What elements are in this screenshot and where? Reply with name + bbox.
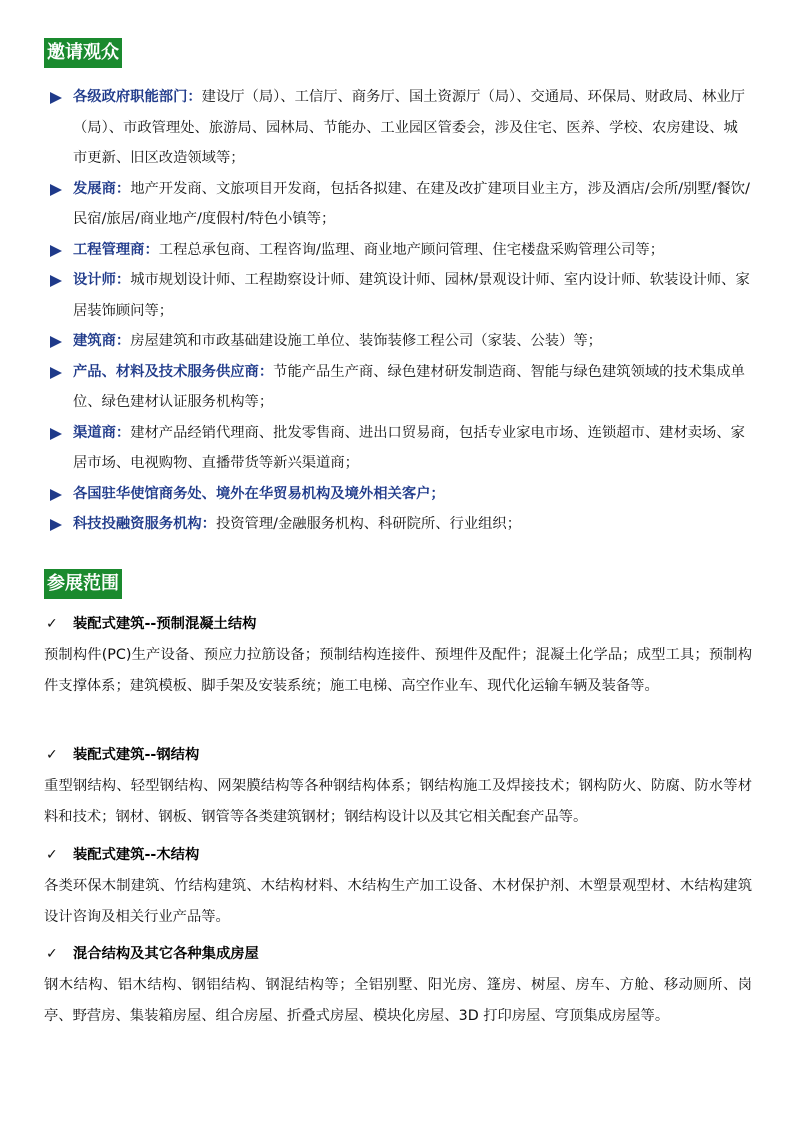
exhibit-category-body: 钢木结构、铝木结构、钢铝结构、钢混结构等；全铝别墅、阳光房、篷房、树屋、房车、方舱、移动厕所、岗亭、野营房、集装箱房屋、组合房屋、折叠式房屋、模块化房屋、3D 打印房屋、穹顶集成房屋等。 [44,977,752,1024]
audience-item-label: 设计师： [73,272,131,288]
audience-item [44,326,752,357]
exhibit-category [44,612,752,701]
exhibit-category [44,843,752,932]
audience-item-text: 房屋建筑和市政基础建设施工单位、装饰装修工程公司（家装、公装）等； [130,333,602,349]
exhibit-category-heading [44,612,752,636]
audience-item-text: 地产开发商、文旅项目开发商，包括各拟建、在建及改扩建项目业主方，涉及酒店/会所/别墅/餐饮/民宿/旅居/商业地产/度假村/特色小镇等； [73,180,750,227]
exhibit-category [44,942,752,1031]
exhibit-category-title: 装配式建筑--钢结构 [73,747,200,763]
triangle-bullet-icon [50,428,62,440]
exhibit-category-title: 混合结构及其它各种集成房屋 [73,946,259,962]
check-icon: ✓ [46,747,58,763]
audience-item [44,509,752,540]
triangle-bullet-icon [50,336,62,348]
audience-item [44,418,752,479]
audience-item [44,479,752,510]
audience-item [44,174,752,235]
audience-item-text: 建材产品经销代理商、批发零售商、进出口贸易商，包括专业家电市场、连锁超市、建材卖场、家居市场、电视购物、直播带货等新兴渠道商； [73,424,745,471]
triangle-bullet-icon [50,519,62,531]
exhibit-category-title: 装配式建筑--木结构 [73,847,200,863]
exhibit-category [44,743,752,832]
exhibit-category-body: 预制构件(PC)生产设备、预应力拉筋设备；预制结构连接件、预埋件及配件；混凝土化学品；成型工具；预制构件支撑体系；建筑模板、脚手架及安装系统；施工电梯、高空作业车、现代化运输车辆及装备等。 [44,647,752,694]
audience-list [44,82,752,540]
audience-item-text: 建设厅（局）、工信厅、商务厅、国土资源厅（局）、交通局、环保局、财政局、林业厅（局）、市政管理处、旅游局、园林局、节能办、工业园区管委会，涉及住宅、医养、学校、农房建设、城市更新、旧区改造领域等； [73,89,745,166]
check-icon: ✓ [46,946,58,962]
triangle-bullet-icon [50,489,62,501]
exhibit-category-body: 重型钢结构、轻型钢结构、网架膜结构等各种钢结构体系；钢结构施工及焊接技术；钢构防火、防腐、防水等材料和技术；钢材、钢板、钢管等各类建筑钢材；钢结构设计以及其它相关配套产品等。 [44,778,752,825]
exhibits-section-title: 参展范围 [44,569,122,599]
audience-item [44,265,752,326]
exhibit-category-heading [44,942,752,966]
exhibit-category-heading [44,843,752,867]
triangle-bullet-icon [50,245,62,257]
audience-item [44,235,752,266]
audience-item-label: 科技投融资服务机构： [73,516,216,532]
triangle-bullet-icon [50,275,62,287]
exhibit-category-title: 装配式建筑--预制混凝土结构 [73,616,257,632]
audience-item-label: 发展商： [73,180,131,197]
exhibit-category-body: 各类环保木制建筑、竹结构建筑、木结构材料、木结构生产加工设备、木材保护剂、木塑景观型材、木结构建筑设计咨询及相关行业产品等。 [44,878,752,925]
audience-item-label: 各级政府职能部门： [73,89,202,105]
audience-item [44,357,752,418]
triangle-bullet-icon [50,367,62,379]
audience-item-label: 工程管理商： [73,241,159,258]
audience-item-text: 工程总承包商、工程咨询/监理、商业地产顾问管理、住宅楼盘采购管理公司等； [158,241,664,258]
audience-item-label: 产品、材料及技术服务供应商： [73,363,274,380]
audience-item-text: 节能产品生产商、绿色建材研发制造商、智能与绿色建筑领域的技术集成单位、绿色建材认证服务机构等； [73,363,745,410]
audience-item-text: 城市规划设计师、工程勘察设计师、建筑设计师、园林/景观设计师、室内设计师、软装设计师、家居装饰顾问等； [73,272,750,319]
triangle-bullet-icon [50,184,62,196]
exhibit-category-heading [44,743,752,767]
audience-item-text: 投资管理/金融服务机构、科研院所、行业组织； [215,516,522,532]
audience-item-label: 各国驻华使馆商务处、境外在华贸易机构及境外相关客户； [73,485,445,502]
audience-item-label: 渠道商： [73,424,131,441]
audience-item-label: 建筑商： [73,333,131,349]
triangle-bullet-icon [50,92,62,104]
check-icon: ✓ [46,847,58,863]
audience-section-title: 邀请观众 [44,38,122,68]
audience-item [44,82,752,174]
check-icon: ✓ [46,616,58,632]
